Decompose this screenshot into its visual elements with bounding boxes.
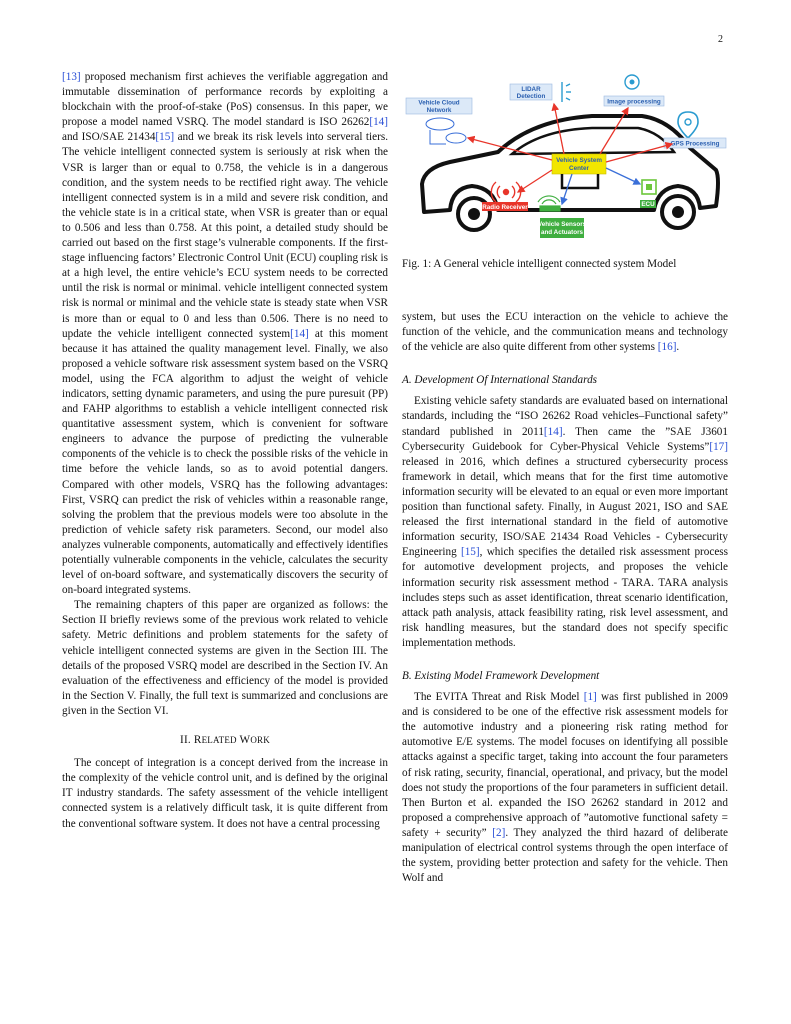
paragraph-related-work: The concept of integration is a concept derived from the increase in the complexity of the vehicle control unit, and is defined by the original IT industry standards. The safety assessment of the vehicle intelligent connected system is a relatively difficult task, it is quite different from the conventional software system. It does not have a central processing (62, 757, 388, 830)
svg-text:Radio Receiver: Radio Receiver (482, 204, 528, 211)
citation-link[interactable]: [14] (543, 425, 563, 438)
svg-text:and Actuators: and Actuators (540, 229, 584, 236)
citation-link[interactable]: [17] (709, 440, 728, 453)
label-cloud-line2: Network (426, 107, 452, 114)
svg-text:Image processing: Image processing (607, 98, 661, 106)
paragraph-system-continued: system, but uses the ECU interaction on the vehicle to achieve the function of the vehicle, and the communication means and technology of the vehicle are also quite different from other systems [16]. (402, 311, 728, 354)
section-heading-related-work: II. RELATED WORK (180, 734, 270, 747)
paragraph-models: The EVITA Threat and Risk Model [1] was first published in 2009 and is considered to be one of the effective risk assessment models for the automotive industry and a pioneering risk rating method for automotive E/E systems. The model focuses on identifying all possible attacks against a specific target, taking into account the four parameters of risk rating, security, financial, operational, and privacy, but the model does not study the proportions of the four parameters in sufficient detail. Then Burton et al. expanded the ISO 26262 standard in 2012 and proposed a comprehensive approach of ”automotive functional safety = safety + security” [2]. They analyzed the third hazard of deliberate manipulation of electrical control systems through the open interface of the system, providing better protection and safety for the vehicle. Then Wolf and (402, 691, 729, 885)
svg-text:Vehicle System: Vehicle System (556, 157, 602, 164)
paragraph-organization: The remaining chapters of this paper are organized as follows: the Section II briefly reviews some of the previous work related to vehicle safety. Metric definitions and problem statements for the safety of vehicle intelligent connected systems are given in the Section III. The details of the proposed VSRQ model are described in the Section IV. An evaluation of the effectiveness and efficiency of the model is provided in the Section V. Finally, the full text is summarized and conclusions are given in the Section VI. (62, 599, 388, 717)
citation-link[interactable]: [15] (155, 131, 175, 144)
cloud-icon (426, 118, 454, 130)
page-number: 2 (718, 34, 723, 45)
citation-link[interactable]: [15] (460, 546, 480, 559)
subsection-heading-standards: A. Development Of International Standards (402, 374, 598, 387)
sensor-icon (538, 196, 560, 211)
citation-link[interactable]: [2] (492, 826, 506, 839)
svg-text:Vehicle Sensors: Vehicle Sensors (537, 221, 587, 228)
citation-link[interactable]: [1] (583, 691, 597, 704)
svg-text:Center: Center (569, 165, 589, 172)
citation-link[interactable]: [13] (62, 71, 81, 83)
svg-text:GPS Processing: GPS Processing (670, 140, 720, 148)
svg-text:LIDAR: LIDAR (521, 86, 541, 93)
citation-link[interactable]: [16] (657, 341, 677, 354)
subsection-heading-models: B. Existing Model Framework Development (402, 669, 600, 682)
citation-link[interactable]: [14] (290, 327, 309, 340)
right-column (402, 310, 728, 886)
label-cloud-line1: Vehicle Cloud (418, 99, 460, 107)
paragraph-intro-end: [13] proposed mechanism first achieves the verifiable aggregation and immutable dissemination of performance records by exploiting a blockchain with the proof-of-stake (PoS) consensus. In this paper, we propose a model named VSRQ. The model standard is ISO 26262[14] and ISO/SAE 21434[15] and we break its risk levels into serveral tiers. The vehicle intelligent connected system is seriously at risk when the VSR is larger than or equal to 0.758, the vehicle is in a dangerous condition, and the system needs to be rectified right away. The vehicle intelligent connected system is in a mild and severe risk condition, and the vehicle state is in a critical state, when VSR is greater than or equal to 0.506 and less than 0.758. At this point, a detailed study should be carried out based on the first stage’s vulnerable components. If the first-stage influencing factors’ Electronic Control Unit (ECU) coupling risk is at a high level, the entire vehicle’s ECU system needs to be corrected until the risk is normal or minimal. vehicle intelligent connected system risk is normal or minimal and the vehicle state is steady state when VSR is more than or equal to 0 and less than 0.506. There is no need to update the vehicle intelligent connected system[14] at this moment because it has attained the quality management level. Finally, we also proposed a vehicle software risk assessment system based on the VSRQ model, using the FCA algorithm to adjust the weight of vehicle indicators, setting dynamic parameters, and using the pure puresuit (PP) and FAHP algorithms to establish a vehicle intelligent connected risk quantitative assessment system, which is convenient for software engineers to advance the purpose of predicting the vulnerable components of the vehicle is to check the possible risks of the vehicle in time before the vehicle lands, so as to avoid potential dangers. Compared with other models, VSRQ has the following advantages: First, VSRQ can predict the risk of vehicles within a reasonable range, solving the problem that the previous models were too absolute in the prediction of vehicle safety risk parameters. Second, our model also analyzes vulnerable components, automatically and effectively identifies potentially vulnerable components in the vehicle, calculates the security level of on-board software, and systematically discovers the security of on-board integrated systems. (62, 71, 388, 597)
svg-text:ECU: ECU (641, 201, 655, 208)
lidar-icon (562, 82, 571, 102)
citation-link[interactable]: [14] (369, 116, 388, 129)
svg-text:Detection: Detection (516, 93, 546, 100)
paragraph-standards: Existing vehicle safety standards are evaluated based on international standards, including the “ISO 26262 Road vehicles–Functional safety” standard published in 2011[14]. Then came the ”SAE J3601 Cybersecurity Guidebook for Cyber-Physical Vehicle Systems”[17] released in 2016, which defines a structured cybersecurity process framework in detail, which means that for the first time automotive information security will be elevated to an equal or even more important position than functional safety. Finally, in August 2021, ISO and SAE released the first international standard in the field of automotive information security, ISO/SAE 21434 Road Vehicles - Cybersecurity Engineering [15], which specifies the detailed risk assessment process for automotive development projects, and proposes the vehicle information security risk assessment method - TARA. TARA analysis includes steps such as asset identification, threat scenario identification, attack path analysis, attack feasibility rating, risk level assessment, and risk handling measures, but the standard does not specify specific implementation methods. (402, 395, 728, 649)
vehicle-system-figure (402, 72, 728, 244)
figure-caption: Fig. 1: A General vehicle intelligent connected system Model (402, 258, 677, 270)
left-column (62, 70, 388, 832)
